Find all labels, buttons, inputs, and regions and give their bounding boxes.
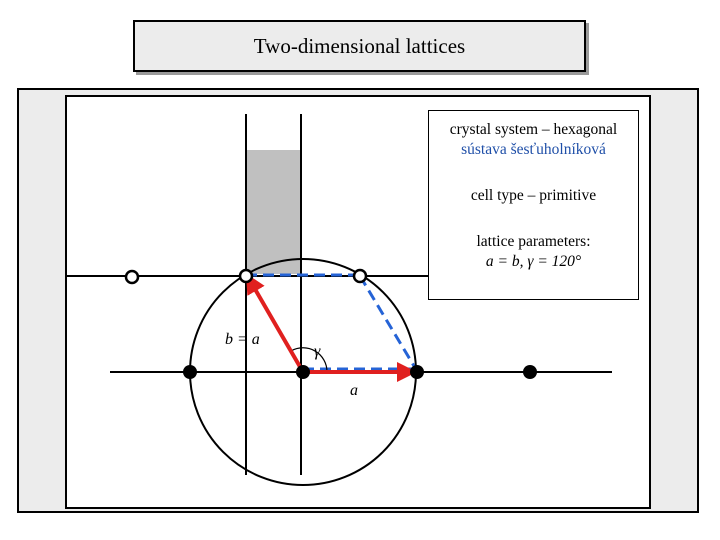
- label-gamma: γ: [314, 343, 321, 360]
- lattice-point-filled: [296, 365, 310, 379]
- lattice-point-filled: [183, 365, 197, 379]
- lattice-params-value: a = b, γ = 120°: [485, 253, 582, 270]
- lattice-point-filled: [410, 365, 424, 379]
- vector-b: [248, 277, 303, 372]
- lattice-point-open: [126, 271, 138, 283]
- label-b-equals-a: b = a: [225, 331, 260, 348]
- lattice-point-filled: [523, 365, 537, 379]
- crystal-system-text: crystal system – hexagonal: [449, 121, 618, 138]
- cell-right-edge: [360, 276, 417, 371]
- lattice-params-heading: lattice parameters:: [476, 233, 591, 250]
- lattice-point-open: [354, 270, 366, 282]
- crystal-system-slovak-text: sústava šesťuholníková: [461, 141, 606, 158]
- shaded-region: [247, 150, 300, 274]
- info-box: [428, 110, 639, 300]
- slide-title-text: Two-dimensional lattices: [253, 33, 466, 58]
- lattice-point-open: [240, 270, 252, 282]
- cell-type-text: cell type – primitive: [470, 187, 597, 204]
- label-a: a: [350, 382, 358, 399]
